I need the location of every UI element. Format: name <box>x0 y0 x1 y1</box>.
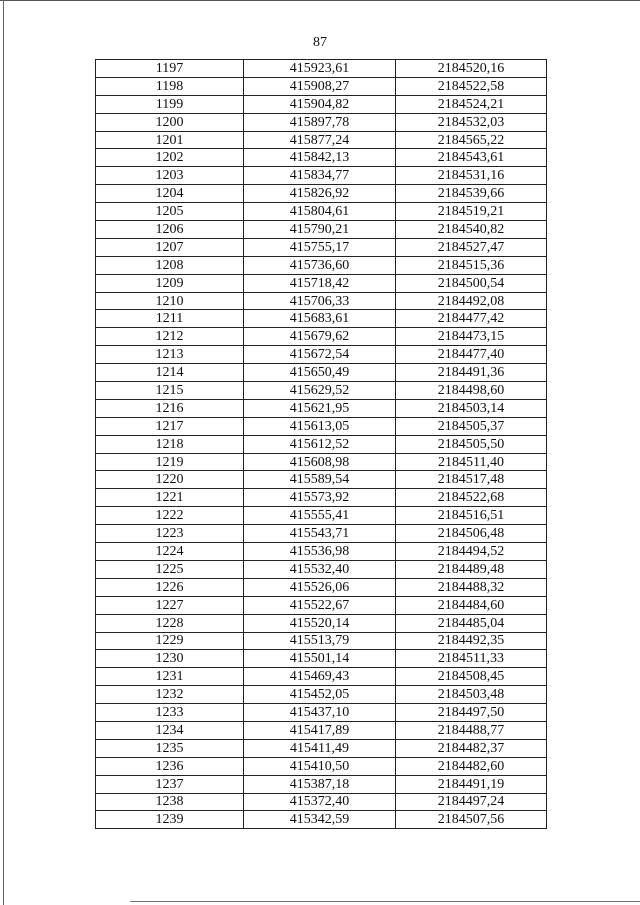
point-number-cell: 1236 <box>96 757 244 775</box>
y-coordinate-cell: 2184519,21 <box>396 203 547 221</box>
table-row <box>96 507 547 525</box>
point-number-cell: 1220 <box>96 471 244 489</box>
point-number-cell: 1211 <box>96 310 244 328</box>
y-coordinate-cell: 2184539,66 <box>396 185 547 203</box>
x-coordinate-cell: 415718,42 <box>244 274 396 292</box>
x-coordinate-cell: 415612,52 <box>244 435 396 453</box>
y-coordinate-cell: 2184565,22 <box>396 131 547 149</box>
y-coordinate-cell: 2184491,36 <box>396 364 547 382</box>
point-number-cell: 1214 <box>96 364 244 382</box>
point-number-cell: 1209 <box>96 274 244 292</box>
table-row <box>96 131 547 149</box>
x-coordinate-cell: 415679,62 <box>244 328 396 346</box>
point-number-cell: 1234 <box>96 721 244 739</box>
point-number-cell: 1208 <box>96 256 244 274</box>
point-number-cell: 1224 <box>96 543 244 561</box>
page-number: 87 <box>313 35 327 50</box>
scan-edge-left <box>3 0 4 905</box>
table-row <box>96 238 547 256</box>
x-coordinate-cell: 415923,61 <box>244 60 396 78</box>
table-row <box>96 364 547 382</box>
point-number-cell: 1213 <box>96 346 244 364</box>
y-coordinate-cell: 2184505,37 <box>396 417 547 435</box>
y-coordinate-cell: 2184500,54 <box>396 274 547 292</box>
y-coordinate-cell: 2184503,14 <box>396 399 547 417</box>
y-coordinate-cell: 2184473,15 <box>396 328 547 346</box>
y-coordinate-cell: 2184505,50 <box>396 435 547 453</box>
y-coordinate-cell: 2184506,48 <box>396 525 547 543</box>
x-coordinate-cell: 415834,77 <box>244 167 396 185</box>
y-coordinate-cell: 2184522,68 <box>396 489 547 507</box>
table-row <box>96 328 547 346</box>
x-coordinate-cell: 415342,59 <box>244 811 396 829</box>
coordinates-table <box>95 59 547 829</box>
x-coordinate-cell: 415908,27 <box>244 77 396 95</box>
x-coordinate-cell: 415501,14 <box>244 650 396 668</box>
x-coordinate-cell: 415629,52 <box>244 382 396 400</box>
table-row <box>96 435 547 453</box>
x-coordinate-cell: 415804,61 <box>244 203 396 221</box>
y-coordinate-cell: 2184503,48 <box>396 686 547 704</box>
x-coordinate-cell: 415573,92 <box>244 489 396 507</box>
point-number-cell: 1225 <box>96 560 244 578</box>
table-row <box>96 310 547 328</box>
point-number-cell: 1226 <box>96 578 244 596</box>
x-coordinate-cell: 415522,67 <box>244 596 396 614</box>
x-coordinate-cell: 415650,49 <box>244 364 396 382</box>
y-coordinate-cell: 2184498,60 <box>396 382 547 400</box>
table-row <box>96 721 547 739</box>
table-row <box>96 686 547 704</box>
point-number-cell: 1229 <box>96 632 244 650</box>
point-number-cell: 1203 <box>96 167 244 185</box>
table-row <box>96 60 547 78</box>
x-coordinate-cell: 415532,40 <box>244 560 396 578</box>
table-row <box>96 167 547 185</box>
y-coordinate-cell: 2184515,36 <box>396 256 547 274</box>
y-coordinate-cell: 2184497,50 <box>396 704 547 722</box>
table-row <box>96 417 547 435</box>
point-number-cell: 1197 <box>96 60 244 78</box>
table-row <box>96 543 547 561</box>
table-row <box>96 399 547 417</box>
point-number-cell: 1205 <box>96 203 244 221</box>
x-coordinate-cell: 415513,79 <box>244 632 396 650</box>
table-row <box>96 525 547 543</box>
table-row <box>96 739 547 757</box>
table-row <box>96 292 547 310</box>
y-coordinate-cell: 2184508,45 <box>396 668 547 686</box>
x-coordinate-cell: 415672,54 <box>244 346 396 364</box>
y-coordinate-cell: 2184482,37 <box>396 739 547 757</box>
point-number-cell: 1238 <box>96 793 244 811</box>
x-coordinate-cell: 415452,05 <box>244 686 396 704</box>
y-coordinate-cell: 2184540,82 <box>396 221 547 239</box>
x-coordinate-cell: 415842,13 <box>244 149 396 167</box>
x-coordinate-cell: 415826,92 <box>244 185 396 203</box>
y-coordinate-cell: 2184488,32 <box>396 578 547 596</box>
y-coordinate-cell: 2184531,16 <box>396 167 547 185</box>
table-row <box>96 668 547 686</box>
point-number-cell: 1217 <box>96 417 244 435</box>
point-number-cell: 1204 <box>96 185 244 203</box>
point-number-cell: 1198 <box>96 77 244 95</box>
table-row <box>96 757 547 775</box>
y-coordinate-cell: 2184511,33 <box>396 650 547 668</box>
y-coordinate-cell: 2184494,52 <box>396 543 547 561</box>
y-coordinate-cell: 2184517,48 <box>396 471 547 489</box>
point-number-cell: 1200 <box>96 113 244 131</box>
point-number-cell: 1202 <box>96 149 244 167</box>
y-coordinate-cell: 2184543,61 <box>396 149 547 167</box>
table-row <box>96 77 547 95</box>
y-coordinate-cell: 2184532,03 <box>396 113 547 131</box>
y-coordinate-cell: 2184477,40 <box>396 346 547 364</box>
table-row <box>96 185 547 203</box>
x-coordinate-cell: 415897,78 <box>244 113 396 131</box>
y-coordinate-cell: 2184520,16 <box>396 60 547 78</box>
y-coordinate-cell: 2184516,51 <box>396 507 547 525</box>
x-coordinate-cell: 415904,82 <box>244 95 396 113</box>
point-number-cell: 1232 <box>96 686 244 704</box>
table-row <box>96 793 547 811</box>
x-coordinate-cell: 415387,18 <box>244 775 396 793</box>
y-coordinate-cell: 2184488,77 <box>396 721 547 739</box>
y-coordinate-cell: 2184482,60 <box>396 757 547 775</box>
x-coordinate-cell: 415683,61 <box>244 310 396 328</box>
point-number-cell: 1235 <box>96 739 244 757</box>
table-row <box>96 560 547 578</box>
x-coordinate-cell: 415411,49 <box>244 739 396 757</box>
point-number-cell: 1223 <box>96 525 244 543</box>
x-coordinate-cell: 415469,43 <box>244 668 396 686</box>
table-row <box>96 113 547 131</box>
point-number-cell: 1201 <box>96 131 244 149</box>
point-number-cell: 1207 <box>96 238 244 256</box>
table-row <box>96 382 547 400</box>
y-coordinate-cell: 2184491,19 <box>396 775 547 793</box>
point-number-cell: 1219 <box>96 453 244 471</box>
table-row <box>96 775 547 793</box>
x-coordinate-cell: 415608,98 <box>244 453 396 471</box>
table-row <box>96 95 547 113</box>
point-number-cell: 1215 <box>96 382 244 400</box>
table-row <box>96 256 547 274</box>
point-number-cell: 1221 <box>96 489 244 507</box>
table-row <box>96 489 547 507</box>
table-row <box>96 471 547 489</box>
point-number-cell: 1206 <box>96 221 244 239</box>
point-number-cell: 1227 <box>96 596 244 614</box>
table-row <box>96 632 547 650</box>
table-row <box>96 346 547 364</box>
y-coordinate-cell: 2184485,04 <box>396 614 547 632</box>
coordinates-table-body <box>96 60 547 829</box>
point-number-cell: 1230 <box>96 650 244 668</box>
x-coordinate-cell: 415755,17 <box>244 238 396 256</box>
point-number-cell: 1218 <box>96 435 244 453</box>
x-coordinate-cell: 415520,14 <box>244 614 396 632</box>
x-coordinate-cell: 415417,89 <box>244 721 396 739</box>
x-coordinate-cell: 415543,71 <box>244 525 396 543</box>
x-coordinate-cell: 415536,98 <box>244 543 396 561</box>
scan-edge-top <box>0 0 640 1</box>
y-coordinate-cell: 2184492,08 <box>396 292 547 310</box>
x-coordinate-cell: 415410,50 <box>244 757 396 775</box>
point-number-cell: 1212 <box>96 328 244 346</box>
x-coordinate-cell: 415613,05 <box>244 417 396 435</box>
table-row <box>96 578 547 596</box>
x-coordinate-cell: 415877,24 <box>244 131 396 149</box>
y-coordinate-cell: 2184492,35 <box>396 632 547 650</box>
table-row <box>96 453 547 471</box>
y-coordinate-cell: 2184484,60 <box>396 596 547 614</box>
y-coordinate-cell: 2184524,21 <box>396 95 547 113</box>
x-coordinate-cell: 415706,33 <box>244 292 396 310</box>
point-number-cell: 1216 <box>96 399 244 417</box>
point-number-cell: 1199 <box>96 95 244 113</box>
table-row <box>96 221 547 239</box>
scan-edge-bottom <box>130 901 640 902</box>
point-number-cell: 1210 <box>96 292 244 310</box>
table-row <box>96 149 547 167</box>
point-number-cell: 1239 <box>96 811 244 829</box>
point-number-cell: 1237 <box>96 775 244 793</box>
x-coordinate-cell: 415589,54 <box>244 471 396 489</box>
x-coordinate-cell: 415526,06 <box>244 578 396 596</box>
table-row <box>96 203 547 221</box>
y-coordinate-cell: 2184497,24 <box>396 793 547 811</box>
y-coordinate-cell: 2184522,58 <box>396 77 547 95</box>
table-row <box>96 596 547 614</box>
table-row <box>96 704 547 722</box>
y-coordinate-cell: 2184477,42 <box>396 310 547 328</box>
x-coordinate-cell: 415555,41 <box>244 507 396 525</box>
point-number-cell: 1231 <box>96 668 244 686</box>
x-coordinate-cell: 415790,21 <box>244 221 396 239</box>
table-row <box>96 614 547 632</box>
point-number-cell: 1228 <box>96 614 244 632</box>
y-coordinate-cell: 2184507,56 <box>396 811 547 829</box>
table-row <box>96 650 547 668</box>
y-coordinate-cell: 2184511,40 <box>396 453 547 471</box>
point-number-cell: 1233 <box>96 704 244 722</box>
x-coordinate-cell: 415437,10 <box>244 704 396 722</box>
table-row <box>96 811 547 829</box>
y-coordinate-cell: 2184527,47 <box>396 238 547 256</box>
x-coordinate-cell: 415736,60 <box>244 256 396 274</box>
x-coordinate-cell: 415621,95 <box>244 399 396 417</box>
y-coordinate-cell: 2184489,48 <box>396 560 547 578</box>
x-coordinate-cell: 415372,40 <box>244 793 396 811</box>
point-number-cell: 1222 <box>96 507 244 525</box>
table-row <box>96 274 547 292</box>
